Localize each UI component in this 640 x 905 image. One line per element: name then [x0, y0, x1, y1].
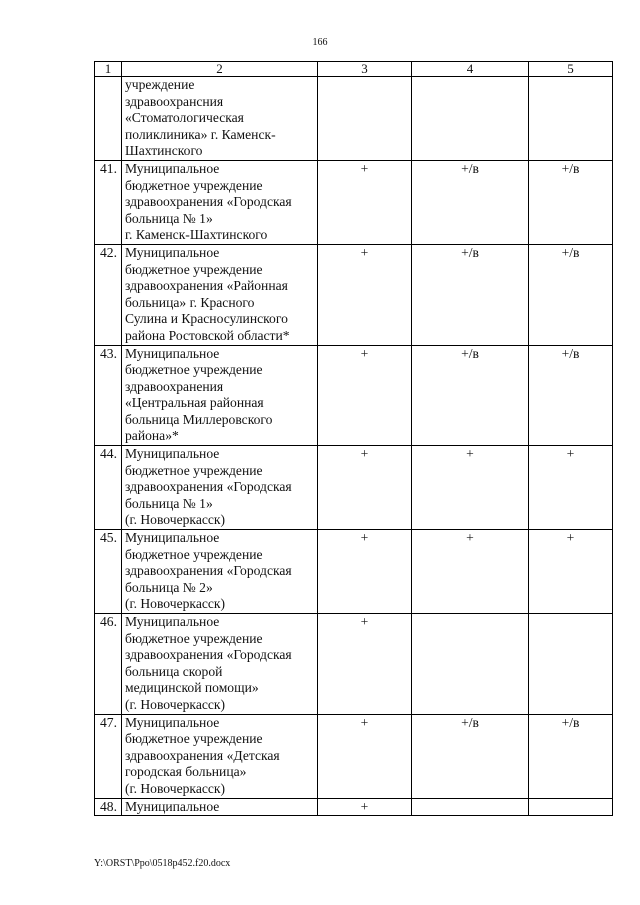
row-number: 46. [95, 614, 122, 715]
header-cell-3: 3 [318, 62, 412, 77]
mark-col-3: + [318, 446, 412, 530]
institution-name [122, 77, 318, 161]
mark-col-3: + [318, 244, 412, 345]
institution-name-line: (г. Новочеркасск) [125, 696, 226, 712]
mark-col-3: + [318, 614, 412, 715]
institution-name-line: (г. Новочеркасск) [125, 780, 226, 796]
institution-name [122, 714, 318, 798]
institution-name-line: Муниципальное [125, 446, 220, 462]
mark-col-5: +/в [529, 160, 613, 244]
mark-col-5: + [529, 530, 613, 614]
page-number: 166 [312, 37, 328, 48]
institution-name-line: бюджетное учреждение [125, 630, 263, 646]
table-header-row [95, 62, 613, 77]
institution-name-line: здравоохранения [125, 378, 224, 394]
institution-name-line: здравоохранения «Городская [125, 479, 292, 495]
mark-col-3: + [318, 345, 412, 446]
institution-name-line: медицинской помощи» [125, 680, 259, 696]
mark-col-5 [529, 614, 613, 715]
institution-name-line: здравоохранения «Городская [125, 563, 292, 579]
footer-file-path: Y:\ORST\Ppo\0518p452.f20.docx [94, 858, 231, 869]
table-row [95, 446, 613, 530]
header-cell-1: 1 [95, 62, 122, 77]
institution-name-line: больница Миллеровского [125, 411, 273, 427]
institution-name [122, 446, 318, 530]
mark-col-5: +/в [529, 244, 613, 345]
institution-name-line: Муниципальное [125, 244, 220, 260]
mark-col-4: +/в [412, 244, 529, 345]
institution-name-line: Муниципальное [125, 345, 220, 361]
table-row [95, 798, 613, 816]
mark-col-4: + [412, 446, 529, 530]
table-row [95, 614, 613, 715]
institution-name-line: бюджетное учреждение [125, 731, 263, 747]
header-cell-5: 5 [529, 62, 613, 77]
mark-col-3: + [318, 798, 412, 816]
institution-name [122, 345, 318, 446]
mark-col-3: + [318, 530, 412, 614]
mark-col-4: +/в [412, 345, 529, 446]
institution-name [122, 798, 318, 816]
row-number: 47. [95, 714, 122, 798]
institution-name [122, 244, 318, 345]
mark-col-5: +/в [529, 714, 613, 798]
mark-col-5: + [529, 446, 613, 530]
institution-name-line: Сулина и Красносулинского [125, 311, 288, 327]
table-row [95, 244, 613, 345]
institution-name [122, 160, 318, 244]
header-cell-4: 4 [412, 62, 529, 77]
table-row [95, 714, 613, 798]
row-number [95, 77, 122, 161]
institution-name-line: больница скорой [125, 663, 223, 679]
institution-name-line: «Центральная районная [125, 395, 264, 411]
table-row [95, 345, 613, 446]
row-number: 45. [95, 530, 122, 614]
institution-name [122, 614, 318, 715]
mark-col-4 [412, 77, 529, 161]
row-number: 48. [95, 798, 122, 816]
institution-name-line: поликлиника» г. Каменск- [125, 126, 276, 142]
institution-name-line: здравоохранения «Городская [125, 194, 292, 210]
institution-name-line: больница» г. Красного [125, 294, 255, 310]
mark-col-4: + [412, 530, 529, 614]
institution-name-line: учреждение [125, 77, 195, 92]
institution-name-line: здравоохранения «Районная [125, 278, 288, 294]
institution-name-line: (г. Новочеркасск) [125, 512, 226, 528]
mark-col-4: +/в [412, 714, 529, 798]
mark-col-5 [529, 77, 613, 161]
header-cell-2: 2 [122, 62, 318, 77]
table-row [95, 530, 613, 614]
institution-name-line: Муниципальное [125, 798, 220, 814]
mark-col-5: +/в [529, 345, 613, 446]
institution-name-line: бюджетное учреждение [125, 546, 263, 562]
institution-name-line: бюджетное учреждение [125, 462, 263, 478]
row-number: 42. [95, 244, 122, 345]
institution-name-line: здравоохранения «Детская [125, 747, 280, 763]
institution-name-line: Муниципальное [125, 714, 220, 730]
table-row [95, 77, 613, 161]
institution-name-line: Шахтинского [125, 143, 203, 159]
institution-name [122, 530, 318, 614]
institution-name-line: бюджетное учреждение [125, 362, 263, 378]
mark-col-4 [412, 614, 529, 715]
row-number: 44. [95, 446, 122, 530]
institution-name-line: (г. Новочеркасск) [125, 596, 226, 612]
mark-col-3 [318, 77, 412, 161]
institution-name-line: городская больница» [125, 764, 247, 780]
institution-name-line: здравоохранения «Городская [125, 647, 292, 663]
institution-name-line: Муниципальное [125, 614, 220, 629]
institution-name-line: бюджетное учреждение [125, 261, 263, 277]
institution-name-line: бюджетное учреждение [125, 177, 263, 193]
institutions-table [94, 61, 613, 816]
mark-col-3: + [318, 160, 412, 244]
row-number: 41. [95, 160, 122, 244]
institution-name-line: Муниципальное [125, 160, 220, 176]
row-number: 43. [95, 345, 122, 446]
institution-name-line: «Стоматологическая [125, 110, 244, 126]
institution-name-line: здравоохрансния [125, 93, 224, 109]
table-row [95, 160, 613, 244]
mark-col-5 [529, 798, 613, 816]
institution-name-line: района»* [125, 428, 179, 444]
institution-name-line: района Ростовской области* [125, 327, 290, 343]
mark-col-4 [412, 798, 529, 816]
institution-name-line: больница № 2» [125, 579, 213, 595]
institution-name-line: больница № 1» [125, 210, 213, 226]
institution-name-line: г. Каменск-Шахтинского [125, 227, 268, 243]
institution-name-line: больница № 1» [125, 495, 213, 511]
mark-col-4: +/в [412, 160, 529, 244]
institution-name-line: Муниципальное [125, 530, 220, 546]
mark-col-3: + [318, 714, 412, 798]
